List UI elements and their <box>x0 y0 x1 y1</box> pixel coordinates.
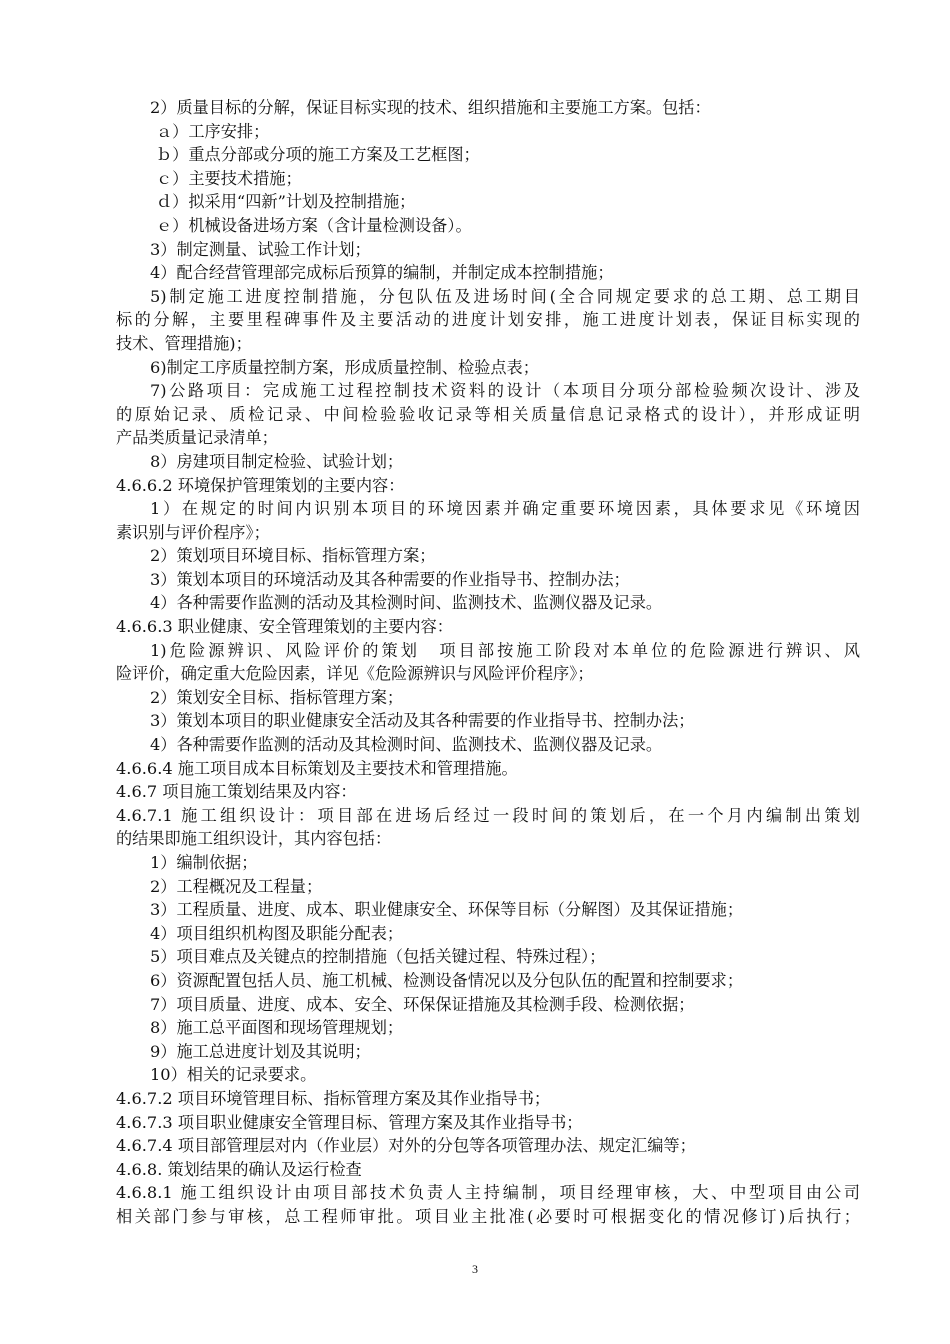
body-text <box>116 96 860 1229</box>
text-line: 产品类质量记录清单； <box>116 428 278 448</box>
text-line: ｅ）机械设备进场方案（含计量检测设备）。 <box>156 215 472 235</box>
text-line: 9）施工总进度计划及其说明； <box>150 1041 371 1061</box>
text-line: 4.6.6.2 环境保护管理策划的主要内容： <box>116 475 405 495</box>
text-line: 2）工程概况及工程量； <box>150 876 323 896</box>
text-line: 6）资源配置包括人员、施工机械、检测设备情况以及分包队伍的配置和控制要求； <box>150 970 744 990</box>
text-line: ｂ）重点分部或分项的施工方案及工艺框图； <box>156 145 480 165</box>
text-line: 7）项目质量、进度、成本、安全、环保保证措施及其检测手段、检测依据； <box>150 994 695 1014</box>
text-line: 5)制定施工进度控制措施，分包队伍及进场时间(全合同规定要求的总工期、总工期目 <box>150 286 860 306</box>
text-line: 4.6.8.1 施工组织设计由项目部技术负责人主持编制，项目经理审核，大、中型项目由公司 <box>116 1183 860 1203</box>
text-line: 标的分解，主要里程碑事件及主要活动的进度计划安排，施工进度计划表，保证目标实现的 <box>116 310 860 330</box>
text-line: 险评价，确定重大危险因素，详见《危险源辨识与风险评价程序》； <box>116 664 594 684</box>
text-line: 4）项目组织机构图及职能分配表； <box>150 923 404 943</box>
text-line: 的结果即施工组织设计，其内容包括： <box>116 829 392 849</box>
text-line: ｄ）拟采用“四新”计划及控制措施； <box>156 192 416 212</box>
text-line: 4.6.6.4 施工项目成本目标策划及主要技术和管理措施。 <box>116 758 518 778</box>
text-line: 3）工程质量、进度、成本、职业健康安全、环保等目标（分解图）及其保证措施； <box>150 900 744 920</box>
text-line: 4.6.8. 策划结果的确认及运行检查 <box>116 1159 362 1179</box>
text-line: 相关部门参与审核，总工程师审批。项目业主批准(必要时可根据变化的情况修订)后执行； <box>116 1206 860 1226</box>
text-line: 1）在规定的时间内识别本项目的环境因素并确定重要环境因素，具体要求见《环境因 <box>150 499 860 519</box>
text-line: ｃ）主要技术措施； <box>156 168 302 188</box>
text-line: 技术、管理措施)； <box>116 333 252 353</box>
text-line: 3）策划本项目的职业健康安全活动及其各种需要的作业指导书、控制办法； <box>150 711 695 731</box>
text-line: 4.6.7 项目施工策划结果及内容： <box>116 782 357 802</box>
text-line: 1）编制依据； <box>150 853 258 872</box>
text-line: 2）策划项目环境目标、指标管理方案； <box>150 546 436 566</box>
text-line: 4）各种需要作监测的活动及其检测时间、监测技术、监测仪器及记录。 <box>150 593 663 613</box>
text-line: 4.6.6.3 职业健康、安全管理策划的主要内容： <box>116 617 453 637</box>
text-line: 2）策划安全目标、指标管理方案； <box>150 687 404 707</box>
text-line: 8）房建项目制定检验、试验计划； <box>150 451 404 471</box>
page-number: 3 <box>472 1262 478 1276</box>
text-line: 5）项目难点及关键点的控制措施（包括关键过程、特殊过程）； <box>150 947 606 967</box>
text-line: 的原始记录、质检记录、中间检验验收记录等相关质量信息记录格式的设计），并形成证明 <box>116 404 860 424</box>
text-line: 4.6.7.3 项目职业健康安全管理目标、管理方案及其作业指导书； <box>116 1112 583 1132</box>
text-line: 素识别与评价程序》； <box>116 522 270 542</box>
text-line: 10）相关的记录要求。 <box>150 1065 317 1085</box>
text-line: 4）各种需要作监测的活动及其检测时间、监测技术、监测仪器及记录。 <box>150 735 663 755</box>
text-line: 8）施工总平面图和现场管理规划； <box>150 1018 404 1038</box>
text-line: 4）配合经营管理部完成标后预算的编制，并制定成本控制措施； <box>150 263 614 283</box>
text-line: 4.6.7.4 项目部管理层对内（作业层）对外的分包等各项管理办法、规定汇编等； <box>116 1136 696 1156</box>
text-line: 4.6.7.1 施工组织设计：项目部在进场后经过一段时间的策划后，在一个月内编制出策划 <box>116 805 860 825</box>
text-line: 4.6.7.2 项目环境管理目标、指标管理方案及其作业指导书； <box>116 1088 551 1108</box>
text-line: 3）策划本项目的环境活动及其各种需要的作业指导书、控制办法； <box>150 569 630 589</box>
text-line: 7)公路项目：完成施工过程控制技术资料的设计（本项目分项分部检验频次设计、涉及 <box>150 381 860 401</box>
text-line: 2）质量目标的分解，保证目标实现的技术、组织措施和主要施工方案。包括： <box>150 98 711 117</box>
text-line: 3）制定测量、试验工作计划； <box>150 239 371 259</box>
text-line: 1)危险源辨识、风险评价的策划 项目部按施工阶段对本单位的危险源进行辨识、风 <box>150 640 860 660</box>
text-line: 6)制定工序质量控制方案，形成质量控制、检验点表； <box>150 357 539 377</box>
text-line: ａ）工序安排； <box>156 121 270 141</box>
